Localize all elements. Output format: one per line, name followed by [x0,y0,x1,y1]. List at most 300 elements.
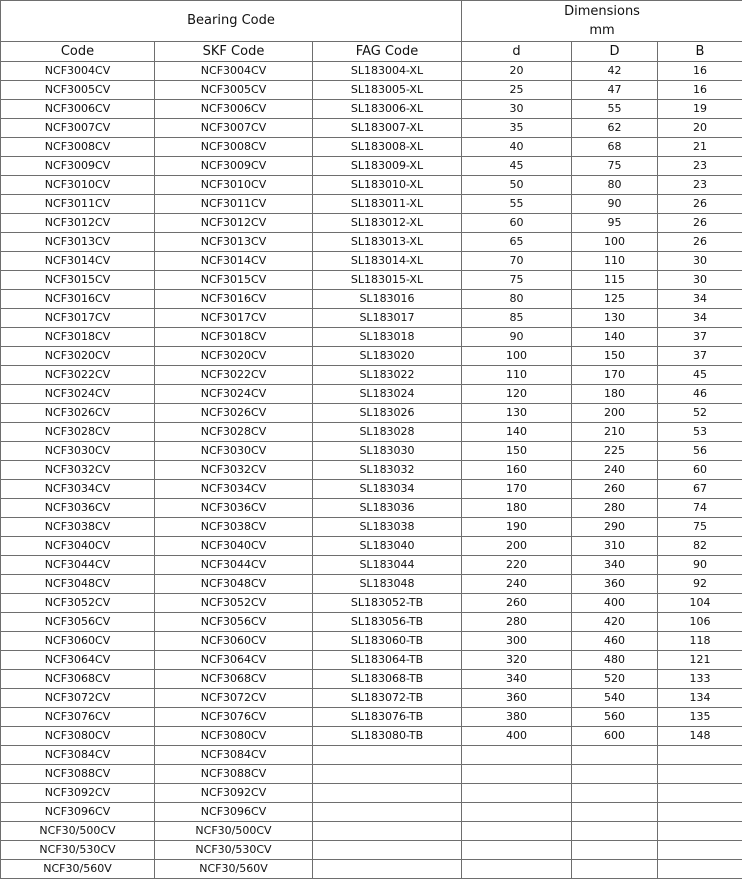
dimensions-unit: mm [589,23,615,38]
d-cell: 360 [462,689,572,708]
outer-d-cell: 42 [572,62,658,81]
group-header-row [1,1,742,42]
b-cell: 104 [658,594,742,613]
table-row [1,385,742,404]
outer-d-cell: 80 [572,176,658,195]
skf-code-cell: NCF3010CV [155,176,313,195]
code-cell: NCF30/500CV [1,822,155,841]
b-cell [658,822,742,841]
d-cell [462,746,572,765]
fag-code-cell: SL183044 [313,556,462,575]
table-row [1,271,742,290]
b-cell: 60 [658,461,742,480]
code-cell: NCF3014CV [1,252,155,271]
code-cell: NCF30/530CV [1,841,155,860]
table-row [1,746,742,765]
d-cell: 400 [462,727,572,746]
fag-code-cell: SL183072-TB [313,689,462,708]
skf-code-cell: NCF3009CV [155,157,313,176]
table-row [1,499,742,518]
skf-code-cell: NCF3044CV [155,556,313,575]
fag-code-cell: SL183014-XL [313,252,462,271]
table-row [1,632,742,651]
outer-d-cell: 400 [572,594,658,613]
table-row [1,860,742,879]
d-cell: 160 [462,461,572,480]
fag-code-cell: SL183040 [313,537,462,556]
skf-code-cell: NCF3060CV [155,632,313,651]
b-cell: 135 [658,708,742,727]
b-cell: 21 [658,138,742,157]
skf-code-cell: NCF3004CV [155,62,313,81]
fag-code-cell: SL183068-TB [313,670,462,689]
b-cell: 52 [658,404,742,423]
column-header-outer-d: D [572,42,658,62]
skf-code-cell: NCF3006CV [155,100,313,119]
table-row [1,309,742,328]
fag-code-cell: SL183076-TB [313,708,462,727]
code-cell: NCF3018CV [1,328,155,347]
table-row [1,442,742,461]
table-row [1,214,742,233]
skf-code-cell: NCF3038CV [155,518,313,537]
skf-code-cell: NCF3034CV [155,480,313,499]
table-row [1,841,742,860]
table-row [1,290,742,309]
table-row [1,62,742,81]
outer-d-cell: 110 [572,252,658,271]
fag-code-cell: SL183064-TB [313,651,462,670]
skf-code-cell: NCF3092CV [155,784,313,803]
outer-d-cell: 68 [572,138,658,157]
table-row [1,233,742,252]
b-cell: 92 [658,575,742,594]
fag-code-cell: SL183008-XL [313,138,462,157]
skf-code-cell: NCF3028CV [155,423,313,442]
b-cell: 45 [658,366,742,385]
column-header-fag-code: FAG Code [313,42,462,62]
fag-code-cell: SL183060-TB [313,632,462,651]
table-row [1,708,742,727]
fag-code-cell: SL183018 [313,328,462,347]
outer-d-cell: 130 [572,309,658,328]
b-cell: 106 [658,613,742,632]
skf-code-cell: NCF3068CV [155,670,313,689]
outer-d-cell: 75 [572,157,658,176]
outer-d-cell: 340 [572,556,658,575]
skf-code-cell: NCF30/530CV [155,841,313,860]
fag-code-cell [313,765,462,784]
b-cell: 148 [658,727,742,746]
skf-code-cell: NCF3064CV [155,651,313,670]
fag-code-cell [313,803,462,822]
outer-d-cell: 210 [572,423,658,442]
b-cell [658,803,742,822]
d-cell: 65 [462,233,572,252]
b-cell: 23 [658,176,742,195]
b-cell: 46 [658,385,742,404]
fag-code-cell: SL183007-XL [313,119,462,138]
code-cell: NCF3022CV [1,366,155,385]
d-cell: 75 [462,271,572,290]
fag-code-cell: SL183052-TB [313,594,462,613]
d-cell: 100 [462,347,572,366]
table-row [1,138,742,157]
table-row [1,423,742,442]
code-cell: NCF3080CV [1,727,155,746]
d-cell: 130 [462,404,572,423]
fag-code-cell: SL183020 [313,347,462,366]
fag-code-cell: SL183022 [313,366,462,385]
fag-code-cell: SL183015-XL [313,271,462,290]
outer-d-cell: 47 [572,81,658,100]
table-row [1,803,742,822]
skf-code-cell: NCF3030CV [155,442,313,461]
fag-code-cell: SL183026 [313,404,462,423]
fag-code-cell: SL183010-XL [313,176,462,195]
fag-code-cell: SL183011-XL [313,195,462,214]
outer-d-cell: 55 [572,100,658,119]
b-cell: 75 [658,518,742,537]
table-row [1,689,742,708]
code-cell: NCF3017CV [1,309,155,328]
table-row [1,518,742,537]
skf-code-cell: NCF3080CV [155,727,313,746]
code-cell: NCF3011CV [1,195,155,214]
fag-code-cell: SL183004-XL [313,62,462,81]
outer-d-cell: 140 [572,328,658,347]
outer-d-cell: 260 [572,480,658,499]
skf-code-cell: NCF3026CV [155,404,313,423]
table-body [1,62,742,879]
fag-code-cell: SL183009-XL [313,157,462,176]
outer-d-cell: 95 [572,214,658,233]
table-row [1,613,742,632]
skf-code-cell: NCF3040CV [155,537,313,556]
code-cell: NCF3056CV [1,613,155,632]
skf-code-cell: NCF30/500CV [155,822,313,841]
fag-code-cell: SL183016 [313,290,462,309]
b-cell: 26 [658,233,742,252]
code-cell: NCF3036CV [1,499,155,518]
skf-code-cell: NCF3015CV [155,271,313,290]
fag-code-cell: SL183048 [313,575,462,594]
skf-code-cell: NCF3072CV [155,689,313,708]
table-row [1,727,742,746]
outer-d-cell: 560 [572,708,658,727]
skf-code-cell: NCF3052CV [155,594,313,613]
d-cell: 180 [462,499,572,518]
skf-code-cell: NCF3024CV [155,385,313,404]
d-cell [462,860,572,879]
b-cell [658,784,742,803]
d-cell: 200 [462,537,572,556]
d-cell: 320 [462,651,572,670]
outer-d-cell: 200 [572,404,658,423]
skf-code-cell: NCF3008CV [155,138,313,157]
code-cell: NCF3072CV [1,689,155,708]
d-cell: 120 [462,385,572,404]
outer-d-cell: 540 [572,689,658,708]
fag-code-cell: SL183005-XL [313,81,462,100]
fag-code-cell [313,860,462,879]
skf-code-cell: NCF3096CV [155,803,313,822]
table-row [1,480,742,499]
fag-code-cell: SL183017 [313,309,462,328]
b-cell: 26 [658,214,742,233]
skf-code-cell: NCF3022CV [155,366,313,385]
fag-code-cell [313,746,462,765]
fag-code-cell [313,784,462,803]
d-cell: 300 [462,632,572,651]
code-cell: NCF3015CV [1,271,155,290]
b-cell: 30 [658,252,742,271]
code-cell: NCF3068CV [1,670,155,689]
outer-d-cell [572,784,658,803]
d-cell [462,822,572,841]
outer-d-cell: 180 [572,385,658,404]
skf-code-cell: NCF3084CV [155,746,313,765]
b-cell: 34 [658,309,742,328]
d-cell [462,765,572,784]
d-cell: 25 [462,81,572,100]
code-cell: NCF3044CV [1,556,155,575]
skf-code-cell: NCF3088CV [155,765,313,784]
table-row [1,366,742,385]
outer-d-cell: 170 [572,366,658,385]
fag-code-cell: SL183012-XL [313,214,462,233]
code-cell: NCF3052CV [1,594,155,613]
code-cell: NCF3060CV [1,632,155,651]
column-header-b: B [658,42,742,62]
d-cell: 80 [462,290,572,309]
b-cell: 20 [658,119,742,138]
d-cell: 40 [462,138,572,157]
outer-d-cell: 62 [572,119,658,138]
code-cell: NCF3004CV [1,62,155,81]
d-cell: 50 [462,176,572,195]
skf-code-cell: NCF3076CV [155,708,313,727]
d-cell: 380 [462,708,572,727]
table-row [1,575,742,594]
table-row [1,537,742,556]
table-row [1,157,742,176]
skf-code-cell: NCF3016CV [155,290,313,309]
code-cell: NCF3040CV [1,537,155,556]
d-cell [462,784,572,803]
outer-d-cell: 520 [572,670,658,689]
column-header-code: Code [1,42,155,62]
d-cell: 35 [462,119,572,138]
b-cell: 121 [658,651,742,670]
outer-d-cell: 100 [572,233,658,252]
b-cell: 90 [658,556,742,575]
code-cell: NCF3026CV [1,404,155,423]
code-cell: NCF3020CV [1,347,155,366]
table-row [1,765,742,784]
d-cell: 110 [462,366,572,385]
outer-d-cell: 290 [572,518,658,537]
column-header-skf-code: SKF Code [155,42,313,62]
outer-d-cell: 125 [572,290,658,309]
b-cell: 30 [658,271,742,290]
skf-code-cell: NCF30/560V [155,860,313,879]
fag-code-cell: SL183080-TB [313,727,462,746]
b-cell: 74 [658,499,742,518]
column-header-row [1,42,742,62]
outer-d-cell: 420 [572,613,658,632]
outer-d-cell: 240 [572,461,658,480]
fag-code-cell: SL183038 [313,518,462,537]
code-cell: NCF3034CV [1,480,155,499]
outer-d-cell: 460 [572,632,658,651]
code-cell: NCF3096CV [1,803,155,822]
table-row [1,556,742,575]
table-row [1,81,742,100]
b-cell: 67 [658,480,742,499]
code-cell: NCF3013CV [1,233,155,252]
d-cell: 220 [462,556,572,575]
fag-code-cell: SL183013-XL [313,233,462,252]
fag-code-cell: SL183006-XL [313,100,462,119]
outer-d-cell: 115 [572,271,658,290]
skf-code-cell: NCF3011CV [155,195,313,214]
fag-code-cell: SL183036 [313,499,462,518]
outer-d-cell [572,860,658,879]
table-row [1,328,742,347]
b-cell: 82 [658,537,742,556]
table-row [1,670,742,689]
table-row [1,347,742,366]
skf-code-cell: NCF3007CV [155,119,313,138]
fag-code-cell [313,841,462,860]
d-cell: 150 [462,442,572,461]
code-cell: NCF3084CV [1,746,155,765]
table-row [1,822,742,841]
bearing-code-group-header: Bearing Code [1,1,462,42]
skf-code-cell: NCF3048CV [155,575,313,594]
table-row [1,784,742,803]
b-cell: 26 [658,195,742,214]
dimensions-label: Dimensions [564,4,640,19]
skf-code-cell: NCF3032CV [155,461,313,480]
outer-d-cell [572,822,658,841]
d-cell: 20 [462,62,572,81]
table-row [1,594,742,613]
b-cell: 16 [658,62,742,81]
outer-d-cell [572,803,658,822]
b-cell: 16 [658,81,742,100]
d-cell: 45 [462,157,572,176]
b-cell [658,860,742,879]
d-cell: 260 [462,594,572,613]
table-row [1,100,742,119]
d-cell: 140 [462,423,572,442]
fag-code-cell: SL183056-TB [313,613,462,632]
code-cell: NCF3008CV [1,138,155,157]
d-cell: 30 [462,100,572,119]
code-cell: NCF3009CV [1,157,155,176]
skf-code-cell: NCF3012CV [155,214,313,233]
outer-d-cell: 480 [572,651,658,670]
outer-d-cell [572,841,658,860]
code-cell: NCF3010CV [1,176,155,195]
b-cell [658,746,742,765]
b-cell: 134 [658,689,742,708]
b-cell: 37 [658,328,742,347]
outer-d-cell [572,765,658,784]
table-row [1,195,742,214]
d-cell [462,841,572,860]
fag-code-cell: SL183028 [313,423,462,442]
d-cell: 340 [462,670,572,689]
code-cell: NCF3012CV [1,214,155,233]
fag-code-cell: SL183032 [313,461,462,480]
skf-code-cell: NCF3017CV [155,309,313,328]
code-cell: NCF3088CV [1,765,155,784]
outer-d-cell: 310 [572,537,658,556]
fag-code-cell: SL183030 [313,442,462,461]
outer-d-cell: 600 [572,727,658,746]
b-cell: 53 [658,423,742,442]
skf-code-cell: NCF3005CV [155,81,313,100]
d-cell: 240 [462,575,572,594]
b-cell: 118 [658,632,742,651]
fag-code-cell: SL183024 [313,385,462,404]
d-cell: 170 [462,480,572,499]
outer-d-cell: 280 [572,499,658,518]
skf-code-cell: NCF3014CV [155,252,313,271]
d-cell: 85 [462,309,572,328]
b-cell: 19 [658,100,742,119]
d-cell: 55 [462,195,572,214]
b-cell [658,841,742,860]
code-cell: NCF3016CV [1,290,155,309]
code-cell: NCF3048CV [1,575,155,594]
table-row [1,404,742,423]
code-cell: NCF3030CV [1,442,155,461]
b-cell: 133 [658,670,742,689]
code-cell: NCF30/560V [1,860,155,879]
b-cell: 37 [658,347,742,366]
d-cell [462,803,572,822]
column-header-d: d [462,42,572,62]
skf-code-cell: NCF3036CV [155,499,313,518]
d-cell: 60 [462,214,572,233]
code-cell: NCF3005CV [1,81,155,100]
b-cell: 23 [658,157,742,176]
code-cell: NCF3032CV [1,461,155,480]
outer-d-cell: 150 [572,347,658,366]
skf-code-cell: NCF3020CV [155,347,313,366]
d-cell: 190 [462,518,572,537]
d-cell: 280 [462,613,572,632]
fag-code-cell: SL183034 [313,480,462,499]
skf-code-cell: NCF3013CV [155,233,313,252]
table-row [1,176,742,195]
table-row [1,461,742,480]
code-cell: NCF3028CV [1,423,155,442]
dimensions-group-header [462,1,742,42]
code-cell: NCF3076CV [1,708,155,727]
skf-code-cell: NCF3056CV [155,613,313,632]
code-cell: NCF3038CV [1,518,155,537]
table-row [1,252,742,271]
code-cell: NCF3064CV [1,651,155,670]
fag-code-cell [313,822,462,841]
outer-d-cell: 90 [572,195,658,214]
outer-d-cell [572,746,658,765]
